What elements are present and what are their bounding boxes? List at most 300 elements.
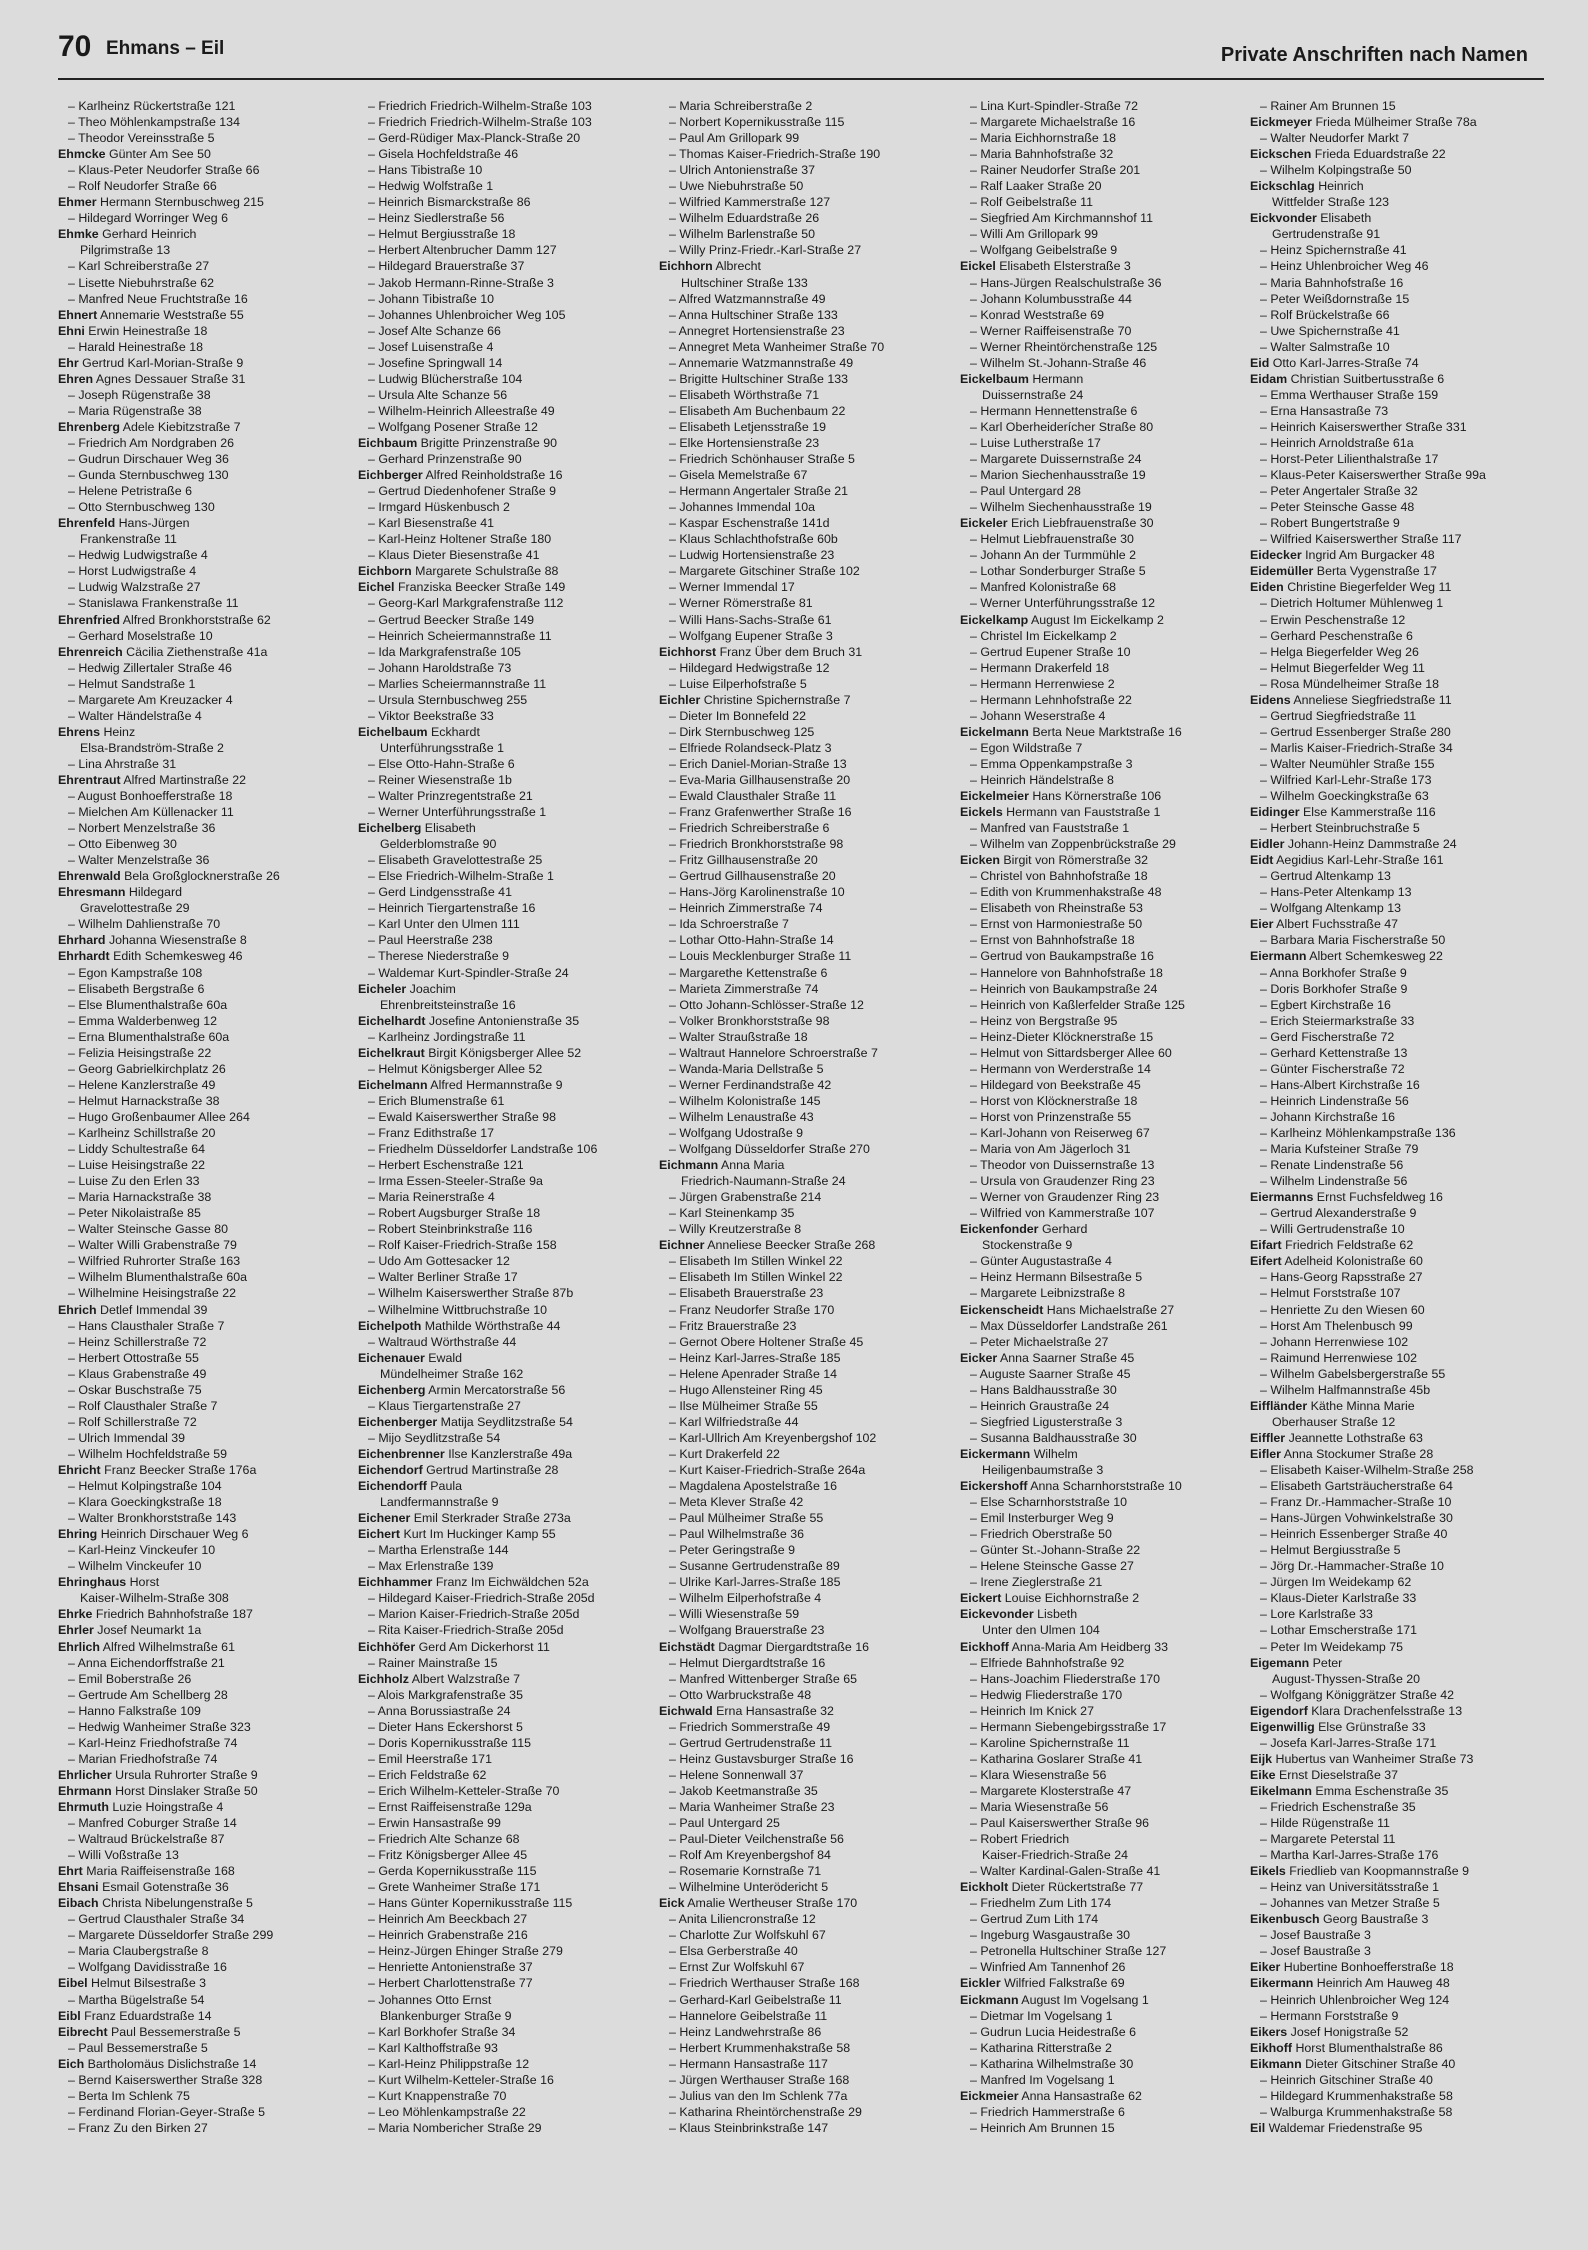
person-entry: – Karoline Spichernstraße 11: [970, 1735, 1130, 1750]
surname: Eier: [1250, 917, 1274, 932]
person-entry: – Maria Reinerstraße 4: [368, 1190, 495, 1205]
person-entry: – Wilhelm Kolonistraße 145: [669, 1093, 821, 1108]
person-entry: – Herbert Altenbrucher Damm 127: [368, 243, 557, 258]
person-entry: – Franz Edithstraße 17: [368, 1126, 495, 1140]
surname: Eichler: [659, 692, 701, 707]
surname-entry: Eike Ernst Dieselstraße 37: [1250, 1767, 1399, 1782]
surname: Ehrlich: [58, 1639, 100, 1654]
person-entry: – Johannes van Metzer Straße 5: [1260, 1896, 1440, 1911]
person-entry: – Friedrich Hammerstraße 6: [970, 2104, 1125, 2119]
person-entry: – Rainer Neudorfer Straße 201: [970, 163, 1141, 178]
person-entry: – Erich Feldstraße 62: [368, 1767, 487, 1782]
surname-entry: Eibrecht Paul Bessemerstraße 5: [58, 2024, 241, 2039]
person-entry: – Helmut Liebfrauenstraße 30: [970, 532, 1134, 547]
surname: Ehnert: [58, 307, 98, 322]
person-entry: – Maria Bahnhofstraße 32: [970, 147, 1114, 162]
surname: Ehrke: [58, 1607, 93, 1622]
person-entry: – Ursula Alte Schanze 56: [368, 387, 508, 402]
person-entry: – Erna Blumenthalstraße 60a: [68, 1029, 230, 1044]
surname-entry: Eichhammer Franz Im Eichwäldchen 52a: [358, 1575, 589, 1590]
person-entry: – Peter Geringstraße 9: [669, 1543, 796, 1558]
person-entry: – Siegfried Ligusterstraße 3: [970, 1414, 1123, 1429]
surname: Eiermanns: [1250, 1190, 1314, 1205]
surname-entry: Eidecker Ingrid Am Burgacker 48: [1250, 548, 1435, 563]
surname-entry: Eier Albert Fuchsstraße 47: [1250, 917, 1399, 932]
person-entry: – Johannes Immendal 10a: [669, 500, 816, 515]
surname-entry: Ehrlich Alfred Wilhelmstraße 61: [58, 1639, 235, 1654]
surname-entry: Eikels Friedlieb van Koopmannstraße 9: [1250, 1864, 1470, 1879]
person-entry: – Gertrud Gillhausenstraße 20: [669, 869, 836, 884]
person-entry: – Hilde Rügenstraße 11: [1260, 1816, 1390, 1831]
person-entry: – Volker Bronkhorststraße 98: [669, 1013, 830, 1028]
person-entry: – Ingeburg Wasgaustraße 30: [970, 1928, 1131, 1943]
person-entry: – Helmut Bergiusstraße 18: [368, 227, 516, 242]
person-entry: – Wolfgang Brauerstraße 23: [669, 1623, 825, 1638]
person-entry: – Wilhelm Kaiserswerther Straße 87b: [368, 1286, 574, 1301]
person-entry: – Hildegard Brauerstraße 37: [368, 259, 525, 274]
person-entry: – Werner Römerstraße 81: [669, 596, 813, 611]
person-entry: – Alfred Watzmannstraße 49: [669, 291, 826, 306]
person-entry: – Marian Friedhofstraße 74: [68, 1751, 218, 1766]
person-entry: – Elsa Gerberstraße 40: [669, 1944, 798, 1959]
surname-entry: Eichelkraut Birgit Königsberger Allee 52: [358, 1045, 582, 1060]
person-entry: – Annegret Hortensienstraße 23: [669, 323, 845, 338]
surname-entry: Eichenberger Matija Seydlitzstraße 54: [358, 1414, 573, 1429]
person-entry: – Lina Ahrstraße 31: [68, 756, 177, 771]
surname: Eickeler: [960, 516, 1008, 531]
person-entry: – Kurt Kaiser-Friedrich-Straße 264a: [669, 1462, 866, 1477]
surname-entry: Ehrke Friedrich Bahnhofstraße 187: [58, 1607, 253, 1622]
person-entry: – Hannelore Geibelstraße 11: [669, 2008, 828, 2023]
surname: Eickenscheidt: [960, 1302, 1044, 1317]
surname: Eichborn: [358, 564, 412, 579]
person-entry: – Lothar Sonderburger Straße 5: [970, 564, 1146, 579]
person-entry: – Rainer Am Brunnen 15: [1260, 99, 1396, 113]
person-entry: – Rolf Am Kreyenbergshof 84: [669, 1848, 831, 1863]
person-entry: – Christel von Bahnhofstraße 18: [970, 869, 1148, 884]
person-entry: – Günter Augustastraße 4: [970, 1254, 1112, 1269]
person-entry: – Elisabeth von Rheinstraße 53: [970, 901, 1143, 916]
person-entry: – Heinrich Am Brunnen 15: [970, 2120, 1115, 2135]
surname-entry: Eichner Anneliese Beecker Straße 268: [659, 1238, 876, 1253]
person-entry: – Wilfried Karl-Lehr-Straße 173: [1260, 772, 1432, 787]
surname: Eidinger: [1250, 805, 1300, 820]
surname: Eikelmann: [1250, 1783, 1312, 1798]
person-entry: – Dietrich Holtumer Mühlenweg 1: [1260, 596, 1444, 611]
person-entry: – Ursula Sternbuschweg 255: [368, 692, 528, 707]
person-entry: – Peter Steinsche Gasse 48: [1260, 500, 1415, 515]
person-entry: – Helga Biegerfelder Weg 26: [1260, 644, 1419, 659]
person-entry: – Maria Kufsteiner Straße 79: [1260, 1142, 1419, 1157]
person-entry: – Wilhelm Eilperhofstraße 4: [669, 1591, 822, 1606]
person-entry: – Emma Walderbenweg 12: [68, 1013, 217, 1028]
surname-entry: Eickholt Dieter Rückertstraße 77: [960, 1880, 1144, 1895]
person-entry: – Reiner Wiesenstraße 1b: [368, 772, 512, 787]
person-entry: – Dieter Hans Eckershorst 5: [368, 1719, 523, 1734]
person-entry: – Wilfried Kammerstraße 127: [669, 195, 831, 210]
surname: Eidens: [1250, 692, 1291, 707]
person-entry: – Maria von Am Jägerloch 31: [970, 1142, 1131, 1157]
person-entry: – Josef Baustraße 3: [1260, 1928, 1371, 1943]
person-entry: – Elfriede Bahnhofstraße 92: [970, 1655, 1125, 1670]
surname-entry: Eichholz Albert Walzstraße 7: [358, 1671, 521, 1686]
person-entry: – Walter Händelstraße 4: [68, 708, 202, 723]
person-entry: – Waldemar Kurt-Spindler-Straße 24: [368, 965, 569, 980]
person-entry: – Helene Petristraße 6: [68, 484, 192, 499]
surname: Eibel: [58, 1976, 88, 1991]
surname: Ehmcke: [58, 147, 106, 162]
person-entry: – Wolfgang Udostraße 9: [669, 1126, 804, 1140]
person-entry: – Margarete Am Kreuzacker 4: [68, 692, 233, 707]
person-entry: – Maria Rügenstraße 38: [68, 403, 202, 418]
person-entry: – Werner von Graudenzer Ring 23: [970, 1190, 1160, 1205]
person-entry: – Ursula von Graudenzer Ring 23: [970, 1174, 1155, 1189]
person-entry: – Helene Apenrader Straße 14: [669, 1366, 838, 1381]
person-entry: – Mielchen Am Küllenacker 11: [68, 805, 234, 820]
surname-entry: Ehrenfeld Hans-Jürgen: [58, 516, 190, 531]
person-entry: – Friedrich Werthauser Straße 168: [669, 1976, 860, 1991]
person-entry: – Ludwig Walzstraße 27: [68, 580, 201, 595]
person-entry: – Paul Heerstraße 238: [368, 933, 493, 948]
person-entry: – Jürgen Werthauser Straße 168: [669, 2072, 850, 2087]
person-entry: – Helmut Harnackstraße 38: [68, 1093, 220, 1108]
surname-entry: Ehrmann Horst Dinslaker Straße 50: [58, 1783, 258, 1798]
person-entry: – Karlheinz Schillstraße 20: [68, 1126, 216, 1140]
person-entry: – Karl-Heinz Vinckeufer 10: [68, 1543, 216, 1558]
person-entry: – Jakob Keetmanstraße 35: [669, 1783, 818, 1798]
address-continuation: Pilgrimstraße 13: [80, 243, 171, 258]
surname-entry: Eicker Anna Saarner Straße 45: [960, 1350, 1135, 1365]
surname: Eiffländer: [1250, 1398, 1308, 1413]
surname-entry: Eikermann Heinrich Am Hauweg 48: [1250, 1976, 1450, 1991]
surname-entry: Ehmcke Günter Am See 50: [58, 147, 211, 162]
surname-entry: Eikelmann Emma Eschenstraße 35: [1250, 1783, 1449, 1798]
person-entry: – Friedrich Sommerstraße 49: [669, 1719, 831, 1734]
address-continuation: Ehrenbreitsteinstraße 16: [380, 997, 516, 1012]
person-entry: – Werner Rheintörchenstraße 125: [970, 339, 1158, 354]
person-entry: – Anna Hultschiner Straße 133: [669, 307, 838, 322]
person-entry: – Viktor Beekstraße 33: [368, 708, 494, 723]
surname-entry: Eichenberg Armin Mercatorstraße 56: [358, 1382, 566, 1397]
person-entry: – Max Düsseldorfer Landstraße 261: [970, 1318, 1168, 1333]
person-entry: – Luise Zu den Erlen 33: [68, 1174, 200, 1189]
person-entry: – Hans Baldhausstraße 30: [970, 1382, 1117, 1397]
person-entry: – Wilhelm Gabelsbergerstraße 55: [1260, 1366, 1446, 1381]
person-entry: – Marion Kaiser-Friedrich-Straße 205d: [368, 1607, 580, 1622]
person-entry: – Horst von Klöcknerstraße 18: [970, 1093, 1138, 1108]
surname: Ehrenfried: [58, 612, 120, 627]
person-entry: – Robert Bungertstraße 9: [1260, 516, 1400, 531]
person-entry: – Wilfried Ruhrorter Straße 163: [68, 1254, 241, 1269]
surname: Eidam: [1250, 371, 1288, 386]
surname-entry: Eifart Friedrich Feldstraße 62: [1250, 1238, 1414, 1253]
person-entry: – Julius van den Im Schlenk 77a: [669, 2088, 848, 2103]
surname: Eichelhardt: [358, 1013, 426, 1028]
person-entry: – Heinz Karl-Jarres-Straße 185: [669, 1350, 841, 1365]
person-entry: – Karl-Heinz Friedhofstraße 74: [68, 1735, 238, 1750]
person-entry: – Wilhelm Goeckingkstraße 63: [1260, 789, 1429, 804]
surname: Eickmeyer: [1250, 115, 1313, 130]
surname: Ehrentraut: [58, 772, 121, 787]
surname-entry: Ehni Erwin Heinestraße 18: [58, 323, 208, 338]
person-entry: – Robert Augsburger Straße 18: [368, 1206, 541, 1221]
person-entry: – Elisabeth Bergstraße 6: [68, 981, 205, 996]
person-entry: – Ludwig Blücherstraße 104: [368, 371, 523, 386]
address-continuation: Heiligenbaumstraße 3: [982, 1462, 1104, 1477]
person-entry: – Heinz van Universitätsstraße 1: [1260, 1880, 1440, 1895]
person-entry: – Rosa Mündelheimer Straße 18: [1260, 676, 1440, 691]
surname: Ehmer: [58, 195, 97, 210]
surname: Eiffler: [1250, 1430, 1286, 1445]
person-entry: – Emma Oppenkampstraße 3: [970, 756, 1133, 771]
surname: Eichendorf: [358, 1462, 423, 1477]
person-entry: – Wilhelm Siechenhausstraße 19: [970, 500, 1152, 515]
address-continuation: Landfermannstraße 9: [380, 1495, 499, 1510]
person-entry: – Irene Zieglerstraße 21: [970, 1575, 1103, 1590]
person-entry: – Walter Salmstraße 10: [1260, 339, 1390, 354]
surname: Ehring: [58, 1527, 98, 1542]
person-entry: – Hermann Siebengebirgsstraße 17: [970, 1719, 1167, 1734]
person-entry: – Helmut Diergardtstraße 16: [669, 1655, 826, 1670]
person-entry: – Elfriede Rolandseck-Platz 3: [669, 740, 832, 755]
surname-entry: Ehrenfried Alfred Bronkhorststraße 62: [58, 612, 271, 627]
surname: Eichelpoth: [358, 1318, 422, 1333]
person-entry: – Karl Biesenstraße 41: [368, 516, 495, 531]
surname-entry: Eigendorf Klara Drachenfelsstraße 13: [1250, 1703, 1463, 1718]
person-entry: – Friedrich Alte Schanze 68: [368, 1832, 520, 1847]
person-entry: – Robert Friedrich: [970, 1832, 1070, 1847]
person-entry: – Renate Lindenstraße 56: [1260, 1158, 1404, 1173]
person-entry: – Franz Neudorfer Straße 170: [669, 1302, 835, 1317]
person-entry: – Hermann Drakerfeld 18: [970, 660, 1110, 675]
person-entry: – Walter Menzelstraße 36: [68, 853, 210, 868]
surname: Eicheler: [358, 981, 407, 996]
person-entry: – Norbert Kopernikusstraße 115: [669, 115, 845, 130]
person-entry: – Wilhelmine Unterödericht 5: [669, 1880, 829, 1895]
person-entry: – Else Scharnhorststraße 10: [970, 1495, 1128, 1510]
surname-entry: Eiker Hubertine Bonhoefferstraße 18: [1250, 1960, 1454, 1975]
surname-entry: Ehsani Esmail Gotenstraße 36: [58, 1880, 229, 1895]
person-entry: – Doris Borkhofer Straße 9: [1260, 981, 1408, 996]
person-entry: – Rainer Mainstraße 15: [368, 1655, 498, 1670]
surname: Eickschlag: [1250, 179, 1315, 194]
address-continuation: Kaiser-Friedrich-Straße 24: [982, 1848, 1128, 1863]
person-entry: – Wilfried von Kammerstraße 107: [970, 1206, 1155, 1221]
person-entry: – Thomas Kaiser-Friedrich-Straße 190: [669, 147, 881, 162]
surname: Eickvonder: [1250, 211, 1317, 226]
person-entry: – Gerd-Rüdiger Max-Planck-Straße 20: [368, 131, 581, 146]
person-entry: – Waltraut Hannelore Schroerstraße 7: [669, 1045, 878, 1060]
surname-entry: Eickmann August Im Vogelsang 1: [960, 1992, 1149, 2007]
person-entry: – Gerhard Moselstraße 10: [68, 628, 213, 643]
person-entry: – Heinz-Jürgen Ehinger Straße 279: [368, 1944, 563, 1959]
person-entry: – Günter St.-Johann-Straße 22: [970, 1543, 1141, 1558]
surname: Eikermann: [1250, 1976, 1314, 1991]
person-entry: – Margarete Leibnizstraße 8: [970, 1286, 1125, 1301]
person-entry: – Georg-Karl Markgrafenstraße 112: [368, 596, 564, 611]
surname-entry: Ehrenberg Adele Kiebitzstraße 7: [58, 419, 241, 434]
surname-entry: Eil Waldemar Friedenstraße 95: [1250, 2120, 1423, 2135]
person-entry: – Rolf Neudorfer Straße 66: [68, 179, 217, 194]
person-entry: – Hedwig Wanheimer Straße 323: [68, 1719, 251, 1734]
person-entry: – Udo Am Gottesacker 12: [368, 1254, 510, 1269]
person-entry: – Lothar Otto-Hahn-Straße 14: [669, 933, 834, 948]
person-entry: – Hedwig Ludwigstraße 4: [68, 548, 208, 563]
person-entry: – Hans-Georg Rapsstraße 27: [1260, 1270, 1423, 1285]
surname: Ehrlicher: [58, 1767, 112, 1782]
person-entry: – Heinz Uhlenbroicher Weg 46: [1260, 259, 1429, 274]
person-entry: – Hildegard Krummenhakstraße 58: [1260, 2088, 1453, 2103]
person-entry: – Heinz-Dieter Klöcknerstraße 15: [970, 1029, 1154, 1044]
person-entry: – Gerd Fischerstraße 72: [1260, 1029, 1395, 1044]
surname-entry: Eichmann Anna Maria: [659, 1158, 785, 1173]
person-entry: – Helmut Forststraße 107: [1260, 1286, 1401, 1301]
person-entry: – Eva-Maria Gillhausenstraße 20: [669, 772, 851, 787]
surname-entry: Eichbaum Brigitte Prinzenstraße 90: [358, 435, 558, 450]
address-continuation: Frankenstraße 11: [80, 532, 177, 547]
surname-entry: Eikhoff Horst Blumenthalstraße 86: [1250, 2040, 1443, 2055]
person-entry: – Hans Günter Kopernikusstraße 115: [368, 1896, 573, 1911]
person-entry: – Erich Blumenstraße 61: [368, 1093, 505, 1108]
person-entry: – Otto Johann-Schlösser-Straße 12: [669, 997, 864, 1012]
surname: Eickschen: [1250, 147, 1312, 162]
person-entry: – Heinrich Bismarckstraße 86: [368, 195, 531, 210]
surname: Eichelkraut: [358, 1045, 425, 1060]
person-entry: – Manfred van Fauststraße 1: [970, 821, 1130, 836]
person-entry: – Werner Immendal 17: [669, 580, 795, 595]
person-entry: – Friedrich Friedrich-Wilhelm-Straße 103: [368, 115, 592, 130]
person-entry: – Otto Warbruckstraße 48: [669, 1687, 812, 1702]
person-entry: – Herbert Steinbruchstraße 5: [1260, 821, 1420, 836]
person-entry: – Gerhard Kettenstraße 13: [1260, 1045, 1408, 1060]
surname: Eichendorff: [358, 1479, 427, 1494]
surname-entry: Ehricht Franz Beecker Straße 176a: [58, 1462, 257, 1477]
surname-entry: Eich Bartholomäus Dislichstraße 14: [58, 2056, 257, 2071]
person-entry: – Ulrike Karl-Jarres-Straße 185: [669, 1575, 841, 1590]
surname-entry: Ehnert Annemarie Weststraße 55: [58, 307, 244, 322]
surname-entry: Ehrenwald Bela Großglocknerstraße 26: [58, 869, 280, 884]
surname-entry: Eichenauer Ewald: [358, 1350, 463, 1365]
surname-entry: Ehmke Gerhard Heinrich: [58, 227, 197, 242]
surname-entry: Eichhorst Franz Über dem Bruch 31: [659, 644, 863, 659]
surname: Eickels: [960, 805, 1003, 820]
person-entry: – Christel Im Eickelkamp 2: [970, 628, 1117, 643]
person-entry: – Hermann Lehnhofstraße 22: [970, 692, 1132, 707]
person-entry: – Elisabeth Im Stillen Winkel 22: [669, 1254, 843, 1269]
person-entry: – Johann Herrenwiese 102: [1260, 1334, 1409, 1349]
surname: Eickershoff: [960, 1479, 1028, 1494]
address-continuation: Gelderblomstraße 90: [380, 837, 497, 852]
person-entry: – Gertrud Essenberger Straße 280: [1260, 724, 1451, 739]
person-entry: – Josefa Karl-Jarres-Straße 171: [1260, 1735, 1437, 1750]
person-entry: – Emma Werthauser Straße 159: [1260, 387, 1439, 402]
person-entry: – Annegret Meta Wanheimer Straße 70: [669, 339, 885, 354]
address-continuation: Elsa-Brandström-Straße 2: [80, 740, 224, 755]
person-entry: – Elisabeth Im Stillen Winkel 22: [669, 1270, 843, 1285]
person-entry: – Gisela Hochfeldstraße 46: [368, 147, 519, 162]
surname: Eigemann: [1250, 1655, 1310, 1670]
person-entry: – Wilhelmine Heisingstraße 22: [68, 1286, 237, 1301]
surname-entry: Eickschlag Heinrich: [1250, 179, 1364, 194]
person-entry: – Theo Möhlenkampstraße 134: [68, 115, 240, 130]
person-entry: – Gerd Lindgensstraße 41: [368, 885, 512, 900]
person-entry: – Klara Goeckingkstraße 18: [68, 1495, 222, 1510]
person-entry: – Egbert Kirchstraße 16: [1260, 997, 1391, 1012]
person-entry: – Josef Luisenstraße 4: [368, 339, 494, 354]
person-entry: – Grete Wanheimer Straße 171: [368, 1880, 541, 1895]
person-entry: – Kurt Knappenstraße 70: [368, 2088, 507, 2103]
person-entry: – Hans-Jörg Karolinenstraße 10: [669, 885, 845, 900]
person-entry: – Gertrud Altenkamp 13: [1260, 869, 1391, 884]
person-entry: – Hildegard Hedwigstraße 12: [669, 660, 830, 675]
person-entry: – Helene Steinsche Gasse 27: [970, 1559, 1134, 1574]
person-entry: – Jürgen Grabenstraße 214: [669, 1190, 822, 1205]
person-entry: – Emil Heerstraße 171: [368, 1751, 492, 1766]
person-entry: – Wolfgang Düsseldorfer Straße 270: [669, 1142, 870, 1157]
surname-entry: Eickmeyer Frieda Mülheimer Straße 78a: [1250, 115, 1477, 130]
person-entry: – Heinrich Händelstraße 8: [970, 772, 1114, 787]
person-entry: – Heinrich Arnoldstraße 61a: [1260, 435, 1414, 450]
person-entry: – Hans-Jürgen Realschulstraße 36: [970, 275, 1162, 290]
surname-entry: Eibel Helmut Bilsestraße 3: [58, 1976, 207, 1991]
person-entry: – Anna Borussiastraße 24: [368, 1703, 511, 1718]
person-entry: – Otto Sternbuschweg 130: [68, 500, 215, 515]
person-entry: – Gertrude Am Schellberg 28: [68, 1687, 228, 1702]
column-3: [659, 98, 949, 2238]
person-entry: – Gerhard Peschenstraße 6: [1260, 628, 1413, 643]
surname-entry: Ehrler Josef Neumarkt 1a: [58, 1623, 202, 1638]
surname-entry: Ehr Gertrud Karl-Morian-Straße 9: [58, 355, 244, 370]
address-continuation: Kaiser-Wilhelm-Straße 308: [80, 1591, 229, 1606]
person-entry: – Maria Nombericher Straße 29: [368, 2120, 542, 2135]
surname: Eiker: [1250, 1960, 1281, 1975]
person-entry: – Walter Steinsche Gasse 80: [68, 1222, 229, 1237]
surname: Eichelmann: [358, 1077, 428, 1092]
person-entry: – Hermann Hansastraße 117: [669, 2056, 828, 2071]
person-entry: – Felizia Heisingstraße 22: [68, 1045, 212, 1060]
person-entry: – Friedrich Friedrich-Wilhelm-Straße 103: [368, 99, 592, 113]
person-entry: – Ewald Kaiserswerther Straße 98: [368, 1109, 557, 1124]
person-entry: – Heinrich von Kaßlerfelder Straße 125: [970, 997, 1185, 1012]
person-entry: – Maria Harnackstraße 38: [68, 1190, 212, 1205]
person-entry: – Gisela Memelstraße 67: [669, 468, 808, 483]
surname-entry: Eifler Anna Stockumer Straße 28: [1250, 1446, 1434, 1461]
person-entry: – Gertrud Eupener Straße 10: [970, 644, 1131, 659]
person-entry: – Helmut Kolpingstraße 104: [68, 1479, 222, 1494]
surname-entry: Eickler Wilfried Falkstraße 69: [960, 1976, 1125, 1991]
person-entry: – Winfried Am Tannenhof 26: [970, 1960, 1126, 1975]
person-entry: – Heinrich Gitschiner Straße 40: [1260, 2072, 1433, 2087]
person-entry: – Heinrich Essenberger Straße 40: [1260, 1527, 1448, 1542]
surname-entry: Eikers Josef Honigstraße 52: [1250, 2024, 1409, 2039]
surname: Ehren: [58, 371, 94, 386]
address-continuation: Mündelheimer Straße 162: [380, 1366, 524, 1381]
surname-entry: Ehmer Hermann Sternbuschweg 215: [58, 195, 264, 210]
person-entry: – Elisabeth Letjensstraße 19: [669, 419, 827, 434]
person-entry: – August Bonhoefferstraße 18: [68, 789, 233, 804]
person-entry: – Mijo Seydlitzstraße 54: [368, 1430, 501, 1445]
person-entry: – Oskar Buschstraße 75: [68, 1382, 202, 1397]
surname: Eigendorf: [1250, 1703, 1308, 1718]
surname: Eickevonder: [960, 1607, 1034, 1622]
person-entry: – Dirk Sternbuschweg 125: [669, 724, 815, 739]
person-entry: – Heinrich Zimmerstraße 74: [669, 901, 823, 916]
person-entry: – Kurt Drakerfeld 22: [669, 1446, 780, 1461]
surname: Eickert: [960, 1591, 1002, 1606]
person-entry: – Max Erlenstraße 139: [368, 1559, 494, 1574]
surname-entry: Eiffländer Käthe Minna Marie: [1250, 1398, 1415, 1413]
surname: Ehrhard: [58, 933, 106, 948]
